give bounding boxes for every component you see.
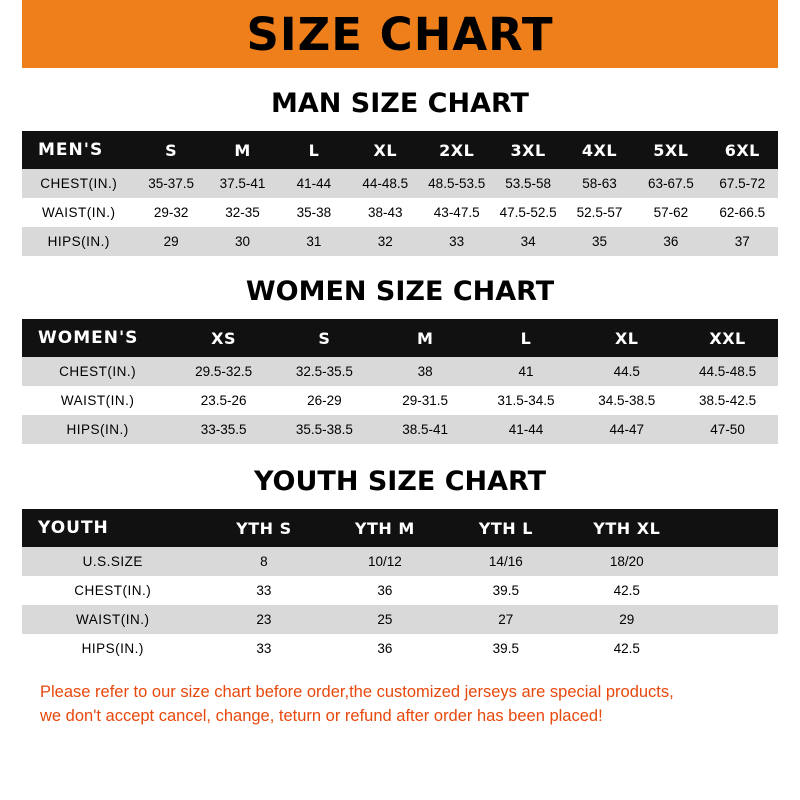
youth-row-3-label: HIPS(IN.) (22, 634, 203, 663)
youth-row-2-cell-3: 29 (566, 605, 687, 634)
women-row-2-label: HIPS(IN.) (22, 415, 173, 444)
notice-text (22, 681, 778, 729)
man-row-1-cell-3: 38-43 (350, 198, 421, 227)
youth-row-3-cell-0: 33 (203, 634, 324, 663)
man-row-2-cell-3: 32 (350, 227, 421, 256)
notice-line-2: we don't accept cancel, change, teturn or refund after order has been placed! (40, 706, 603, 725)
table-row (22, 169, 778, 198)
man-row-2-cell-0: 29 (135, 227, 206, 256)
youth-size-col-2: YTH L (478, 518, 533, 538)
youth-size-table (22, 509, 778, 663)
man-row-1-cell-7: 57-62 (635, 198, 706, 227)
women-row-1-cell-3: 31.5-34.5 (476, 386, 577, 415)
women-size-col-3: L (520, 328, 532, 348)
table-row (22, 198, 778, 227)
man-size-col-0: S (165, 140, 178, 160)
man-row-0-cell-1: 37.5-41 (207, 169, 278, 198)
women-row-1-cell-4: 34.5-38.5 (576, 386, 677, 415)
youth-row-1-cell-2: 39.5 (445, 576, 566, 605)
youth-header-spacer (687, 509, 778, 547)
youth-row-2-label: WAIST(IN.) (22, 605, 203, 634)
youth-row-0-cell-1: 10/12 (324, 547, 445, 576)
women-size-table (22, 319, 778, 444)
man-row-1-cell-4: 43-47.5 (421, 198, 492, 227)
page-title: SIZE CHART (246, 7, 554, 61)
table-row (22, 227, 778, 256)
man-row-0-cell-3: 44-48.5 (350, 169, 421, 198)
youth-row-0-cell-2: 14/16 (445, 547, 566, 576)
notice-line-1: Please refer to our size chart before order,the customized jerseys are special products, (40, 683, 674, 701)
man-header-label: MEN'S (38, 140, 104, 160)
youth-row-1-cell-1: 36 (324, 576, 445, 605)
table-row (22, 634, 778, 663)
women-section-title: WOMEN SIZE CHART (245, 276, 555, 307)
man-row-2-cell-8: 37 (707, 227, 778, 256)
youth-row-3-cell-2: 39.5 (445, 634, 566, 663)
youth-row-1-cell-0: 33 (203, 576, 324, 605)
man-row-0-cell-4: 48.5-53.5 (421, 169, 492, 198)
header-left-spacer (0, 0, 22, 68)
youth-row-0-cell-3: 18/20 (566, 547, 687, 576)
women-row-2-cell-4: 44-47 (576, 415, 677, 444)
man-row-0-cell-2: 41-44 (278, 169, 349, 198)
table-row (22, 547, 778, 576)
header-band (0, 0, 800, 68)
man-row-1-cell-1: 32-35 (207, 198, 278, 227)
youth-section-title: YOUTH SIZE CHART (253, 466, 547, 497)
women-row-2-cell-2: 38.5-41 (375, 415, 476, 444)
women-size-col-4: XL (614, 328, 639, 348)
women-row-2-cell-3: 41-44 (476, 415, 577, 444)
man-row-1-cell-6: 52.5-57 (564, 198, 635, 227)
youth-row-2-cell-1: 25 (324, 605, 445, 634)
man-row-2-cell-2: 31 (278, 227, 349, 256)
man-row-0-cell-0: 35-37.5 (135, 169, 206, 198)
man-row-2-cell-6: 35 (564, 227, 635, 256)
women-row-0-cell-5: 44.5-48.5 (677, 357, 778, 386)
women-row-0-cell-0: 29.5-32.5 (173, 357, 274, 386)
women-size-col-0: XS (211, 328, 237, 348)
table-row (22, 386, 778, 415)
women-row-2-cell-1: 35.5-38.5 (274, 415, 375, 444)
youth-row-2-cell-0: 23 (203, 605, 324, 634)
man-size-col-6: 4XL (581, 140, 618, 160)
women-row-0-label: CHEST(IN.) (22, 357, 173, 386)
man-row-0-cell-8: 67.5-72 (707, 169, 778, 198)
man-row-1-cell-5: 47.5-52.5 (492, 198, 563, 227)
women-size-col-2: M (416, 328, 434, 348)
youth-row-1-label: CHEST(IN.) (22, 576, 203, 605)
man-row-2-cell-1: 30 (207, 227, 278, 256)
women-row-1-cell-0: 23.5-26 (173, 386, 274, 415)
man-row-0-cell-7: 63-67.5 (635, 169, 706, 198)
header-right-spacer (778, 0, 800, 68)
man-table-header-row (22, 131, 778, 169)
youth-row-3-cell-1: 36 (324, 634, 445, 663)
man-size-col-4: 2XL (439, 140, 475, 160)
man-row-1-cell-0: 29-32 (135, 198, 206, 227)
man-row-2-cell-7: 36 (635, 227, 706, 256)
man-row-1-label: WAIST(IN.) (22, 198, 135, 227)
man-size-col-1: M (234, 140, 251, 160)
youth-header-label: YOUTH (38, 518, 109, 538)
women-row-0-cell-3: 41 (476, 357, 577, 386)
man-row-0-cell-6: 58-63 (564, 169, 635, 198)
youth-row-3-spacer (687, 634, 778, 663)
man-row-2-label: HIPS(IN.) (22, 227, 135, 256)
man-size-col-3: XL (373, 140, 398, 160)
youth-size-col-0: YTH S (236, 518, 292, 538)
youth-row-0-spacer (687, 547, 778, 576)
man-row-1-cell-8: 62-66.5 (707, 198, 778, 227)
man-row-2-cell-5: 34 (492, 227, 563, 256)
women-header-label: WOMEN'S (38, 328, 139, 348)
women-row-0-cell-1: 32.5-35.5 (274, 357, 375, 386)
man-row-0-label: CHEST(IN.) (22, 169, 135, 198)
youth-row-1-cell-3: 42.5 (566, 576, 687, 605)
women-table-header-row (22, 319, 778, 357)
youth-row-0-label: U.S.SIZE (22, 547, 203, 576)
table-row (22, 605, 778, 634)
women-row-2-cell-0: 33-35.5 (173, 415, 274, 444)
content (0, 88, 800, 729)
women-size-col-1: S (318, 328, 331, 348)
man-row-0-cell-5: 53.5-58 (492, 169, 563, 198)
youth-size-col-1: YTH M (354, 518, 415, 538)
women-size-col-5: XXL (709, 328, 746, 348)
man-size-col-2: L (308, 140, 320, 160)
man-size-col-5: 3XL (510, 140, 546, 160)
man-size-col-8: 6XL (724, 140, 760, 160)
table-row (22, 576, 778, 605)
youth-row-1-spacer (687, 576, 778, 605)
youth-row-2-spacer (687, 605, 778, 634)
table-row (22, 415, 778, 444)
youth-size-col-3: YTH XL (593, 518, 661, 538)
women-row-1-label: WAIST(IN.) (22, 386, 173, 415)
youth-row-2-cell-2: 27 (445, 605, 566, 634)
table-row (22, 357, 778, 386)
man-size-table (22, 131, 778, 256)
women-row-1-cell-1: 26-29 (274, 386, 375, 415)
youth-table-header-row (22, 509, 778, 547)
women-row-1-cell-5: 38.5-42.5 (677, 386, 778, 415)
man-row-1-cell-2: 35-38 (278, 198, 349, 227)
man-size-col-7: 5XL (653, 140, 689, 160)
youth-row-3-cell-3: 42.5 (566, 634, 687, 663)
women-row-0-cell-2: 38 (375, 357, 476, 386)
women-row-2-cell-5: 47-50 (677, 415, 778, 444)
women-row-1-cell-2: 29-31.5 (375, 386, 476, 415)
man-section-title: MAN SIZE CHART (271, 88, 529, 119)
youth-row-0-cell-0: 8 (203, 547, 324, 576)
women-row-0-cell-4: 44.5 (576, 357, 677, 386)
man-row-2-cell-4: 33 (421, 227, 492, 256)
